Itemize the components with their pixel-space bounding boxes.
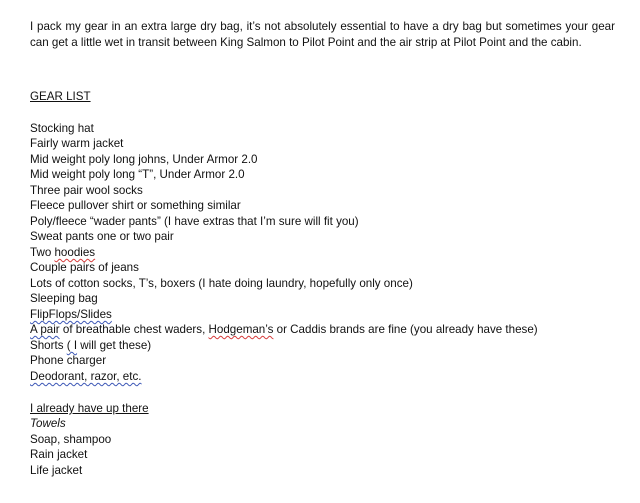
gear-item: Poly/fleece “wader pants” (I have extras that I’m sure will fit you) — [30, 215, 359, 228]
grammar-check-text: FlipFlops/Slides — [30, 308, 112, 321]
already-item: Rain jacket — [30, 448, 88, 461]
gear-item-text: Two — [30, 246, 55, 259]
spellcheck-word: Hodgeman’s — [208, 323, 274, 336]
gear-item: Mid weight poly long “T”, Under Armor 2.0 — [30, 168, 245, 181]
intro-paragraph: I pack my gear in an extra large dry bag, it’s not absolutely essential to have a dry bag but sometimes your gear can get a little wet in transit between King Salmon to Pilot Point and the air strip at Pilot Point and the cabin. — [30, 20, 615, 49]
gear-item — [30, 338, 151, 354]
already-item: Life jacket — [30, 464, 83, 477]
gear-item: Three pair wool socks — [30, 184, 143, 197]
grammar-check-text: ( I — [66, 339, 78, 352]
gear-item — [30, 322, 538, 338]
already-item: Towels — [30, 417, 66, 430]
gear-item — [30, 307, 112, 323]
gear-item — [30, 245, 95, 261]
grammar-check-text: Deodorant, razor, etc. — [30, 370, 142, 383]
gear-item: Sweat pants one or two pair — [30, 230, 174, 243]
spellcheck-word: hoodies — [54, 246, 96, 259]
already-heading: I already have up there — [30, 402, 149, 415]
gear-item: Couple pairs of jeans — [30, 261, 139, 274]
gear-item: Mid weight poly long johns, Under Armor 2.0 — [30, 153, 258, 166]
grammar-check-text: A pair — [30, 323, 60, 336]
gear-item: Fairly warm jacket — [30, 137, 124, 150]
gear-item: Sleeping bag — [30, 292, 98, 305]
gear-item-text: or Caddis brands are fine (you already have these) — [273, 323, 538, 336]
already-item: Soap, shampoo — [30, 433, 112, 446]
gear-item-text: will get these) — [77, 339, 152, 352]
gear-item: Stocking hat — [30, 122, 94, 135]
gear-item: Fleece pullover shirt or something similar — [30, 199, 241, 212]
gear-list-heading: GEAR LIST — [30, 90, 91, 103]
gear-item: Phone charger — [30, 354, 107, 367]
gear-item: Lots of cotton socks, T’s, boxers (I hate doing laundry, hopefully only once) — [30, 277, 413, 290]
gear-item — [30, 369, 142, 385]
gear-item-text: Shorts — [30, 339, 67, 352]
gear-item-text: of breathable chest waders, — [59, 323, 209, 336]
